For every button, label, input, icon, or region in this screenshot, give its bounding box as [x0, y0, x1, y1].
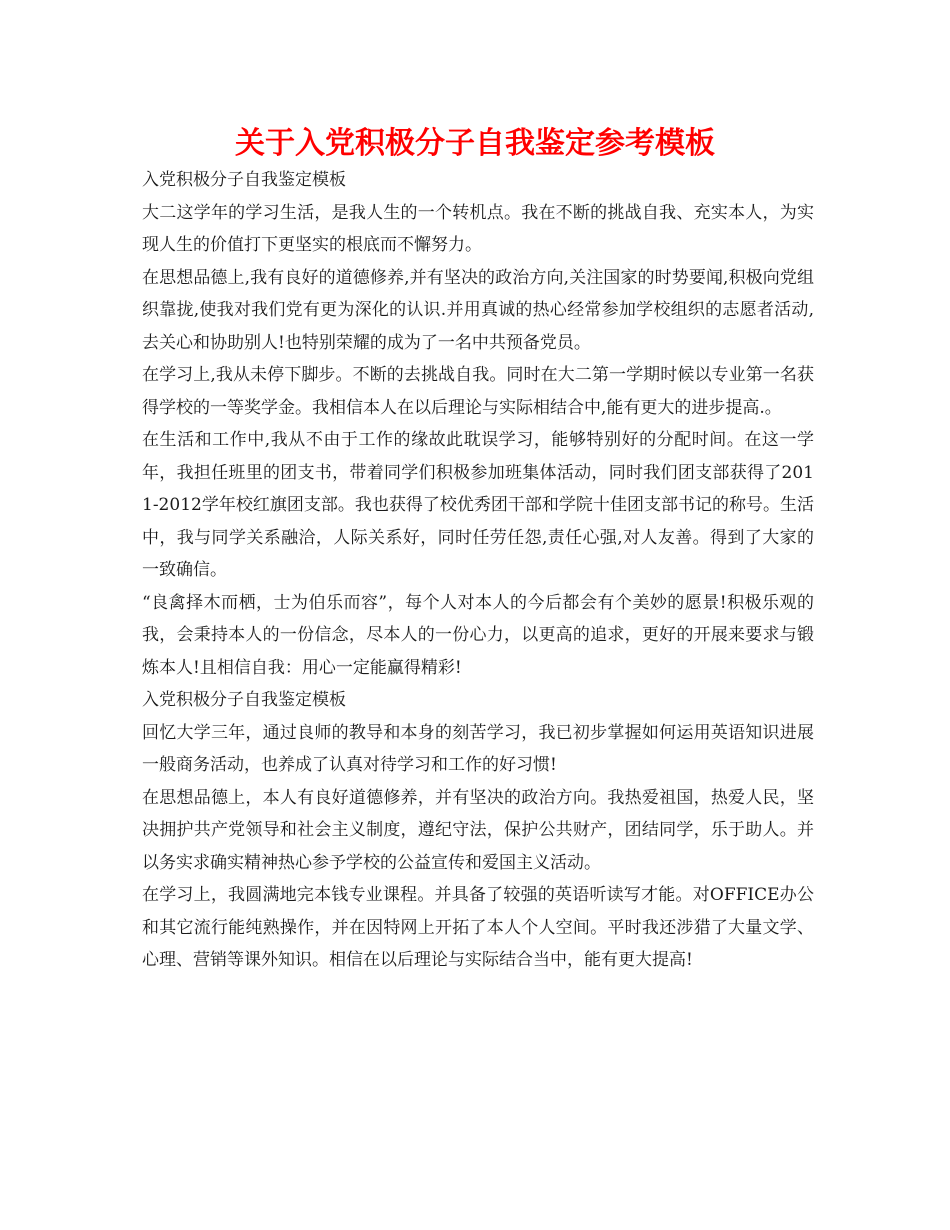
document-title: 关于入党积极分子自我鉴定参考模板 — [235, 126, 715, 161]
paragraph: 回忆大学三年，通过良师的教导和本身的刻苦学习，我已初步掌握如何运用英语知识进展一般商务活动，也养成了认真对待学习和工作的好习惯! — [142, 722, 814, 775]
document-body — [142, 164, 814, 977]
paragraph: 大二这学年的学习生活，是我人生的一个转机点。我在不断的挑战自我、充实本人，为实现人生的价值打下更坚实的根底而不懈努力。 — [142, 202, 814, 255]
paragraph: 在学习上，我圆满地完本钱专业课程。并具备了较强的英语听读写才能。对OFFICE办公和其它流行能纯熟操作，并在因特网上开拓了本人个人空间。平时我还涉猎了大量文学、心理、营销等课外知识。相信在以后理论与实际结合当中，能有更大提高! — [142, 885, 814, 970]
paragraph: 在思想品德上，本人有良好道德修养，并有坚决的政治方向。我热爱祖国，热爱人民，坚决拥护共产党领导和社会主义制度，遵纪守法，保护公共财产，团结同学，乐于助人。并以务实求确实精神热心参予学校的公益宣传和爱国主义活动。 — [142, 787, 814, 873]
paragraph: 在学习上,我从未停下脚步。不断的去挑战自我。同时在大二第一学期时候以专业第一名获得学校的一等奖学金。我相信本人在以后理论与实际相结合中,能有更大的进步提高.。 — [142, 365, 814, 418]
paragraph: 在生活和工作中,我从不由于工作的缘故此耽误学习，能够特别好的分配时间。在这一学年，我担任班里的团支书，带着同学们积极参加班集体活动，同时我们团支部获得了2011-2012学年校红旗团支部。我也获得了校优秀团干部和学院十佳团支部书记的称号。生活中，我与同学关系融洽，人际关系好，同时任劳任怨,责任心强,对人友善。得到了大家的一致确信。 — [142, 430, 814, 580]
paragraph: 在思想品德上,我有良好的道德修养,并有坚决的政治方向,关注国家的时势要闻,积极向党组织靠拢,使我对我们党有更为深化的认识.并用真诚的热心经常参加学校组织的志愿者活动,去关心和协助别人!也特别荣耀的成为了一名中共预备党员。 — [142, 267, 814, 353]
paragraph: “良禽择木而栖，士为伯乐而容”，每个人对本人的今后都会有个美妙的愿景!积极乐观的我，会秉持本人的一份信念，尽本人的一份心力，以更高的追求，更好的开展来要求与锻炼本人!且相信自我：用心一定能赢得精彩! — [142, 592, 814, 678]
subheading: 入党积极分子自我鉴定模板 — [142, 690, 346, 710]
subheading: 入党积极分子自我鉴定模板 — [142, 170, 346, 190]
